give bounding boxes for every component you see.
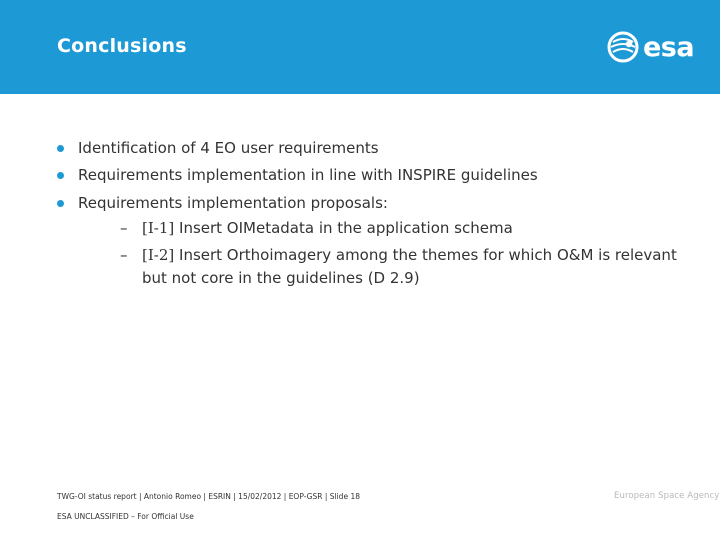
esa-logo — [606, 27, 706, 67]
bullet-dot-icon — [57, 200, 64, 207]
sub-bullet-content — [142, 244, 680, 290]
dash-marker: – — [120, 246, 128, 264]
sub-bullet-item — [120, 217, 680, 240]
bullet-item — [57, 164, 538, 186]
footer-classification: ESA UNCLASSIFIED – For Official Use — [57, 512, 194, 521]
esa-globe-icon — [606, 30, 640, 64]
bullet-item — [57, 137, 379, 159]
requirement-code: [I-1] — [142, 219, 175, 237]
sub-bullet-text: Insert OIMetadata in the application schema — [174, 219, 513, 237]
esa-logo-text: esa — [643, 31, 695, 63]
bullet-dot-icon — [57, 145, 64, 152]
bullet-dot-icon — [57, 172, 64, 179]
bullet-text: Requirements implementation proposals: — [78, 194, 388, 212]
sub-bullet-item — [120, 244, 680, 290]
agency-name: European Space Agency — [614, 491, 720, 501]
bullet-text: Identification of 4 EO user requirements — [78, 139, 379, 157]
slide-title: Conclusions — [57, 35, 187, 57]
requirement-code: [I-2] — [142, 246, 175, 264]
bullet-text: Requirements implementation in line with INSPIRE guidelines — [78, 166, 538, 184]
slide-header — [0, 0, 720, 94]
footer-info: TWG-OI status report | Antonio Romeo | ESRIN | 15/02/2012 | EOP-GSR | Slide 18 — [57, 492, 360, 501]
sub-bullet-text: Insert Orthoimagery among the themes for which O&M is relevant but not core in the guidelines (D 2.9) — [142, 246, 677, 287]
sub-bullet-content — [142, 217, 680, 240]
bullet-item — [57, 192, 388, 214]
dash-marker: – — [120, 219, 128, 237]
